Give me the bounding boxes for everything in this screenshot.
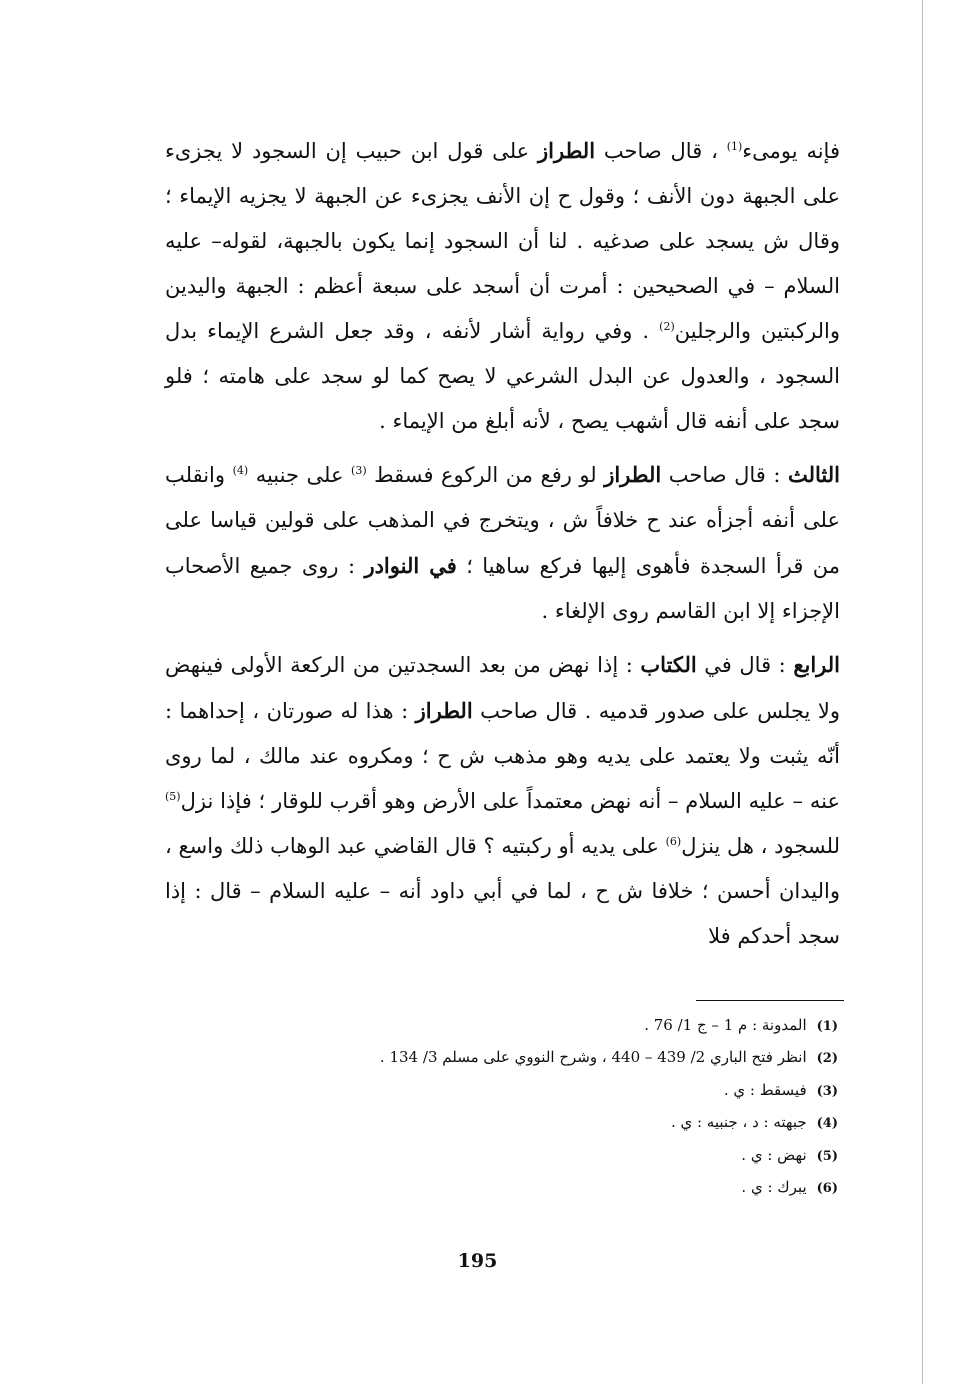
paragraph xyxy=(165,128,840,444)
text-run: : هذا له صورتان ، إحداهما : أنّه يثبت ولا يعتمد على يديه وهو مذهب ش ح ؛ ومكروه عند مالك ، لما روى عنه – عليه السلام – أنه نهض معتمداً على الأرض وهو أقرب للوقار ؛ فإذا نزل xyxy=(165,699,840,813)
text-run: على جنبيه xyxy=(248,463,352,487)
text-run: : قال في xyxy=(696,653,794,677)
footnote-ref: (5) xyxy=(165,790,181,803)
footnotes-list xyxy=(200,1010,838,1204)
text-run: : إذا نهض من بعد السجدتين من الركعة الأولى فينهض ولا يجلس على صدور قدميه . قال صاحب xyxy=(165,653,840,723)
footnote-number: (4) xyxy=(816,1116,838,1132)
footnote-item xyxy=(200,1010,838,1042)
bold-term: الرابع xyxy=(793,652,841,677)
text-run: لو رفع من الركوع فسقط xyxy=(366,463,605,487)
page-number: 195 xyxy=(457,1250,498,1272)
bold-term: الطراز xyxy=(415,698,473,723)
footnote-ref: (4) xyxy=(232,464,249,477)
footnote-text: فيسقط : ي . xyxy=(723,1080,807,1099)
bold-term: الثالث xyxy=(788,462,840,487)
text-run: . وفي رواية أشار لأنفه ، وقد جعل الشرع الإيماء بدل السجود ، والعدول عن البدل الشرعي لا يصح كما لو سجد على هامته ؛ فلو سجد على أنفه قال أشهب يصح ، لأنه أبلغ من الإيماء . xyxy=(165,319,840,433)
text-run: على يديه أو ركبتيه ؟ قال القاضي عبد الوهاب ذلك واسع ، واليدان أحسن ؛ خلافا ش ح ، لما في أبي داود أنه – عليه السلام – قال : إذا سجد أحدكم فلا xyxy=(165,834,840,948)
text-run: وانقلب على أنفه أجزأه عند ح خلافاً ش ، ويتخرج في المذهب على قولين قياسا على من قرأ السجدة فأهوى إليها فركع ساهيا ؛ xyxy=(165,463,841,578)
text-run: : روى جميع الأصحاب الإجزاء إلا ابن القاسم روى الإلغاء . xyxy=(165,554,840,623)
bold-term: في النوادر xyxy=(364,553,457,578)
footnote-ref: (3) xyxy=(351,464,367,477)
page-edge-line xyxy=(922,0,923,1384)
footnote-number: (1) xyxy=(816,1019,838,1034)
footnote-text: جبهته : د ، جنبيه : ي . xyxy=(670,1113,807,1132)
bold-term: الطراز xyxy=(604,462,662,487)
footnote-ref: (2) xyxy=(659,320,675,333)
footnote-ref: (6) xyxy=(665,835,682,848)
text-run: : قال صاحب xyxy=(661,463,788,487)
footnote-text: يبرك : ي . xyxy=(741,1178,807,1197)
footnote-separator xyxy=(696,1000,844,1001)
main-text xyxy=(165,128,840,959)
text-run: ، قال صاحب xyxy=(595,139,727,163)
footnote-number: (6) xyxy=(816,1181,838,1197)
text-run: للسجود ، هل ينزل xyxy=(681,834,841,858)
paragraph xyxy=(165,452,840,634)
footnote-text: نهض : ي . xyxy=(741,1145,807,1164)
footnote-number: (5) xyxy=(816,1148,838,1164)
footnote-number: (3) xyxy=(816,1083,838,1099)
footnote-number: (2) xyxy=(816,1051,838,1067)
footnote-item xyxy=(200,1075,838,1107)
footnote-item xyxy=(200,1172,838,1204)
bold-term: الكتاب xyxy=(640,652,697,677)
text-run: على قول ابن حبيب إن السجود لا يجزىء على الجبهة دون الأنف ؛ وقول ح إن الأنف يجزىء عن الجبهة لا يجزيه الإيماء ؛ وقال ش يسجد على صدغيه . لنا أن السجود إنما يكون بالجبهة، لقوله– عليه السلام – في الصحيحين : أمرت أن أسجد على سبعة أعظم : الجبهة واليدين والركبتين والرجلين xyxy=(165,139,840,343)
text-run: فإنه يومىء xyxy=(742,139,840,163)
footnote-item xyxy=(200,1140,838,1172)
bold-term: الطراز xyxy=(538,138,596,163)
footnote-item xyxy=(200,1042,838,1074)
footnote-text: المدونة : م 1 – ج 1/ 76 . xyxy=(644,1016,807,1034)
paragraph xyxy=(165,642,840,959)
footnote-ref: (1) xyxy=(726,140,743,153)
footnote-item xyxy=(200,1107,838,1139)
footnote-text: انظر فتح الباري 2/ 439 – 440 ، وشرح النووي على مسلم 3/ 134 . xyxy=(379,1048,807,1067)
